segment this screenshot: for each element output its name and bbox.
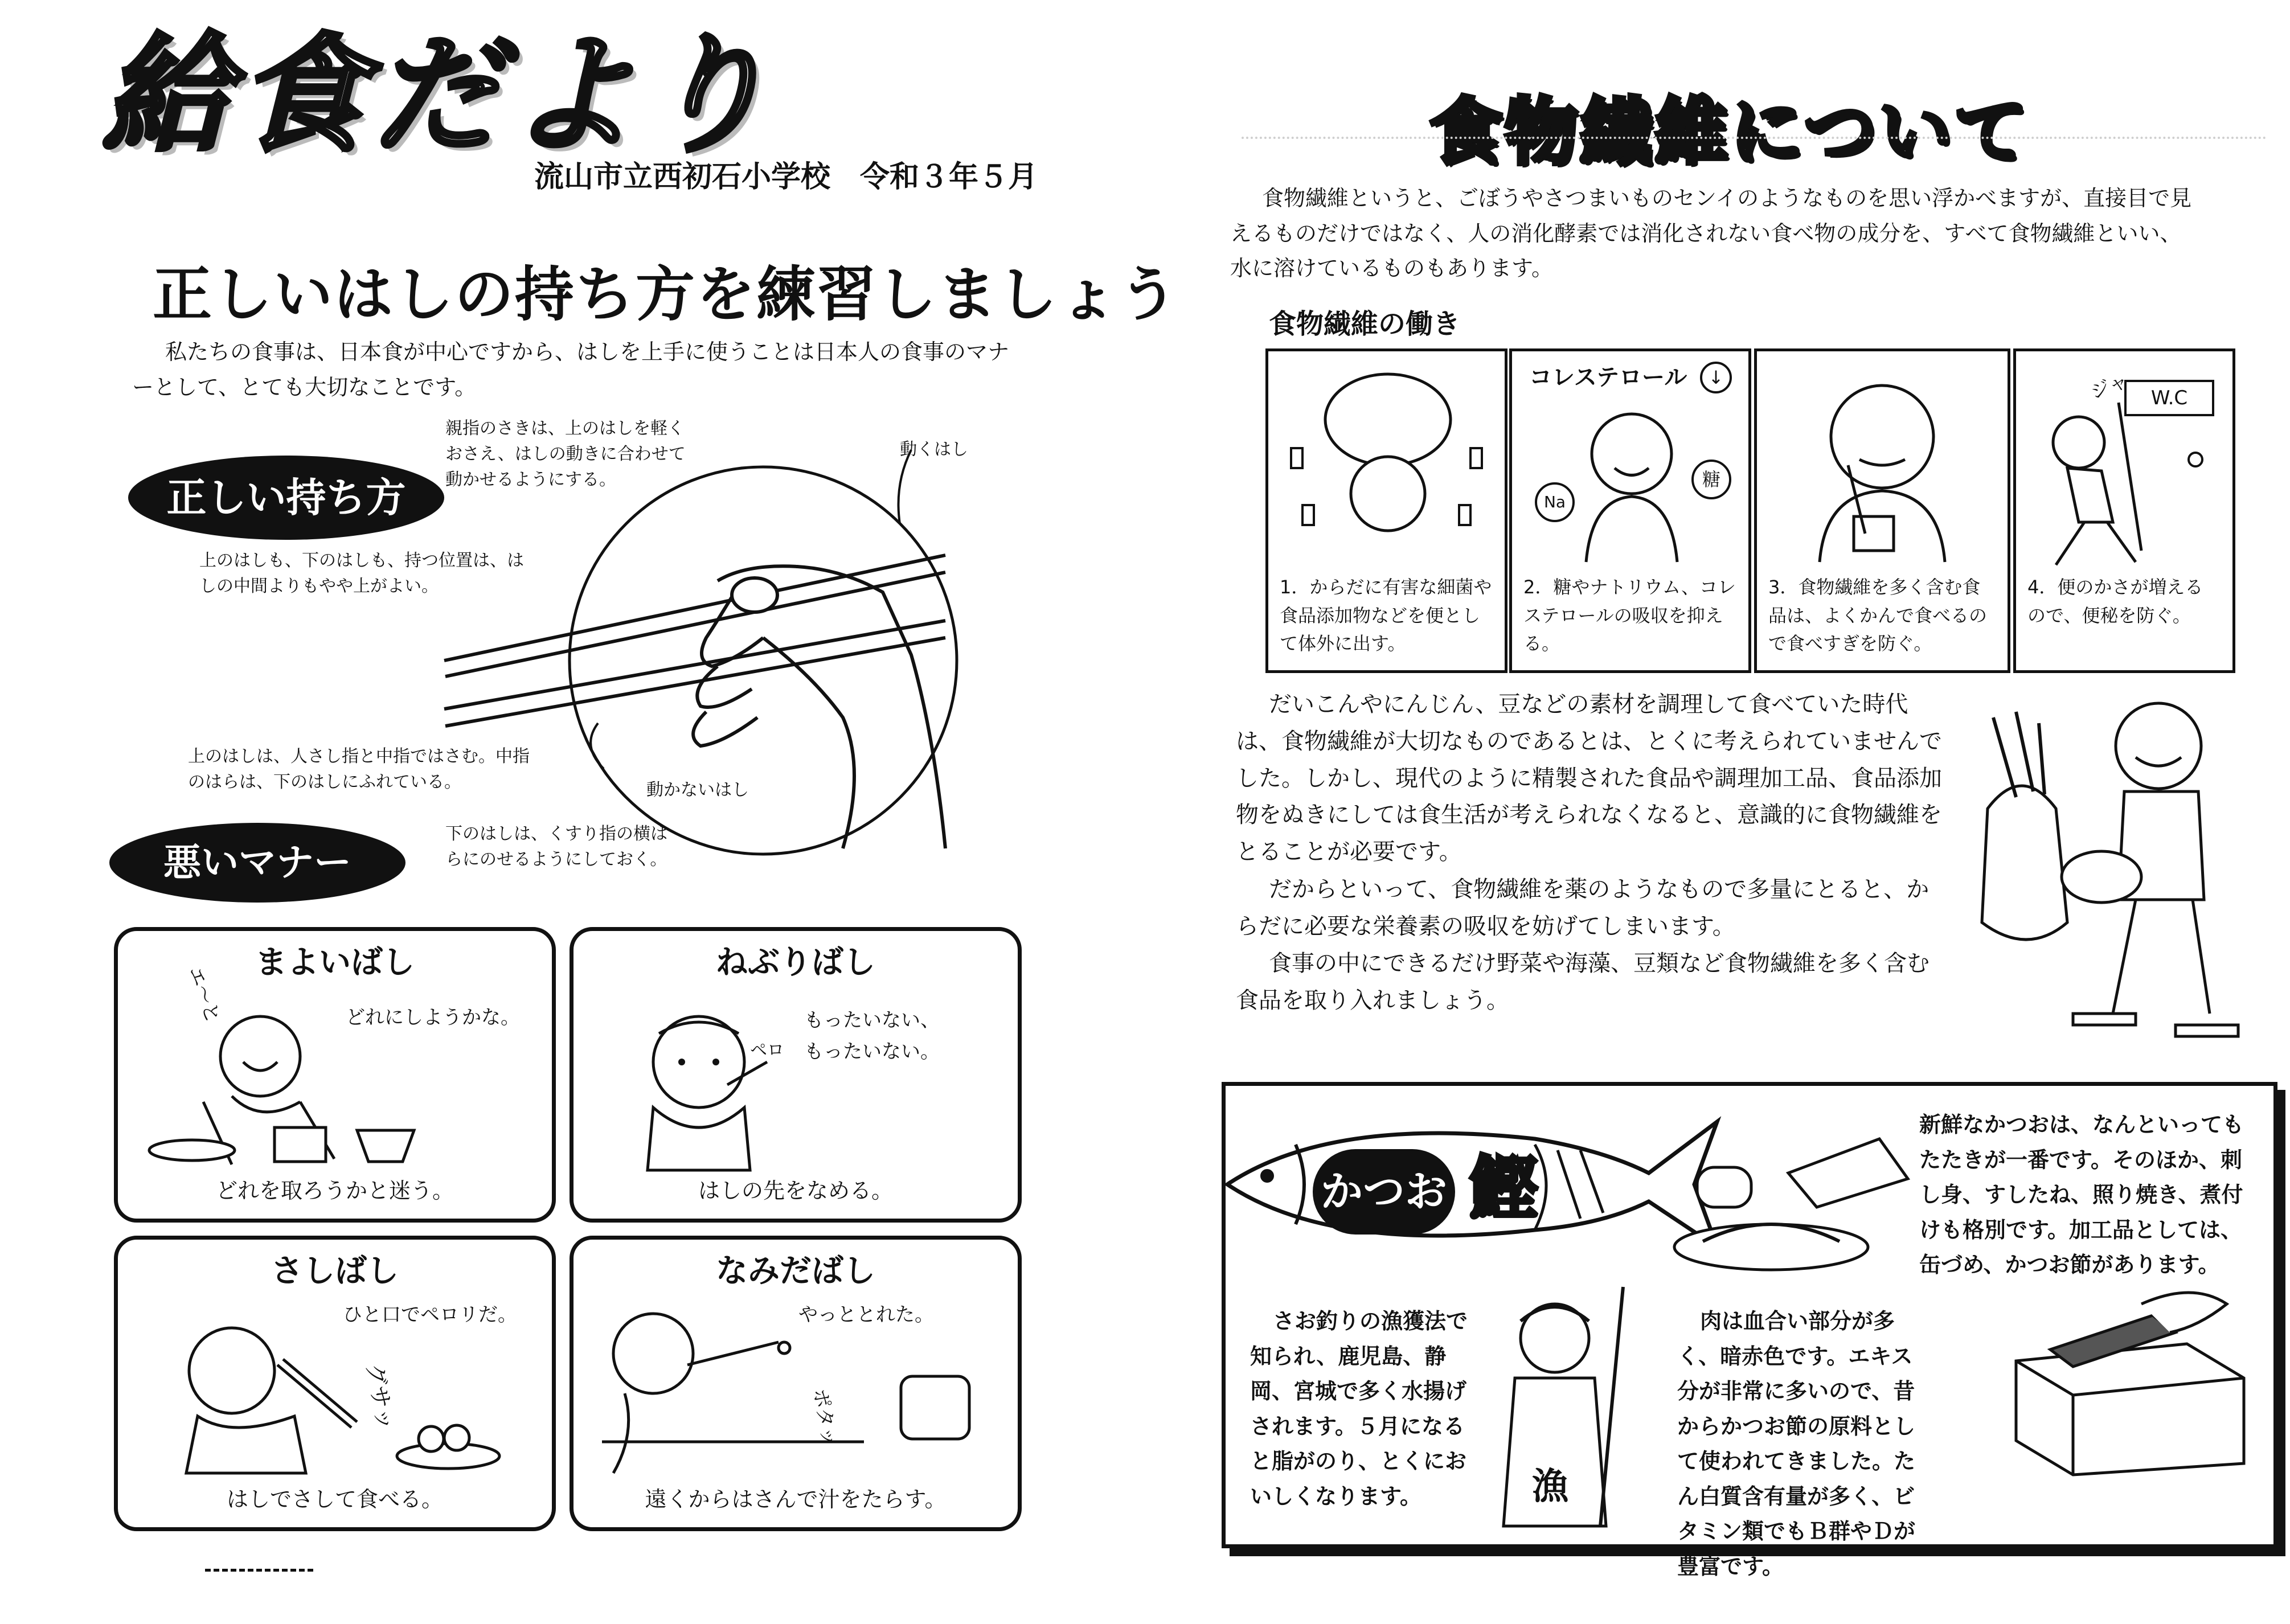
panel-caption: 1．からだに有害な細菌や食品添加物などを便として体外に出す。 [1280,576,1492,655]
note-position: 上のはしも、下のはしも、持つ位置は、はしの中間よりもやや上がよい。 [199,551,524,596]
child-smiling-illustration [1575,403,1689,562]
body-expel-illustration [1280,363,1493,556]
panel-caption: 2．糖やナトリウム、コレステロールの吸収を抑える。 [1523,576,1736,655]
bad-manner-title: なみだばし [716,1253,875,1290]
flush-sfx: ジャ [2087,369,2132,404]
sugar-badge [1691,460,1731,499]
fiber-intro: 食物繊維というと、ごぼうやさつまいものセンイのようなものを思い浮かべますが、直接目で見えるものだけではなく、人の消化酵素では消化されない食べ物の成分を、すべて食物繊維といい、水に溶けているものもあります。 [1230,186,2192,281]
label-fixed-stick: 動かないはし [646,780,749,800]
bad-manner-card [570,927,1022,1223]
bad-manner-card [114,1236,556,1531]
wc-label: W.C [2150,387,2188,409]
fiber-functions-title: 食物繊維の働き [1269,308,1461,340]
bad-manner-caption: はしの先をなめる。 [698,1178,893,1203]
bonito-dishes-illustration [1669,1105,1919,1276]
chopsticks-heading: 正しいはしの持ち方を練習しましょう [153,260,1179,329]
note-thumb: 親指のさきは、上のはしを軽くおさえ、はしの動きに合わせて動かせるようにする。 [445,419,686,490]
bad-manner-title: ねぶりばし [716,944,875,981]
bad-manner-sfx: グサッ [360,1361,399,1433]
katsuo-kanji: 鰹 [1469,1149,1538,1228]
bad-manner-title: さしばし [271,1253,399,1290]
fiber-panel-absorption [1509,348,1751,673]
bad-manner-speech: やっととれた。 [798,1303,934,1326]
sugar-label: 糖 [1702,469,1720,490]
child-dripping-illustration [591,1302,989,1473]
bad-manners-label: 悪いマナー [109,823,405,903]
label-moving-stick: 動くはし [900,440,968,460]
bonito-flakes-box-illustration [2005,1281,2255,1475]
bad-manner-speech: もったいない、もったいない。 [804,1009,940,1064]
note-upper-stick: 上のはしは、人さし指と中指ではさむ。中指のはらは、下のはしにふれている。 [188,747,530,792]
chopsticks-hand-illustration [547,450,1014,848]
katsuo-text-right: 新鮮なかつおは、なんといってもたたきが一番です。そのほか、刺し身、すしたね、照り焼き、煮付けも格別です。加工品としては、缶づめ、かつお節があります。 [1919,1112,2244,1278]
fiber-body-3: 食事の中にできるだけ野菜や海藻、豆類など食物繊維を多く含む食品を取り入れましょう。 [1236,950,1930,1014]
bad-manner-card [570,1236,1022,1531]
bad-manner-caption: 遠くからはさんで汁をたらす。 [645,1487,947,1512]
heading-dotted-rule [1242,137,2267,139]
fiber-body-2: だからといって、食物繊維を薬のようなもので多量にとると、からだに必要な栄養素の吸収を妨げてしまいます。 [1236,876,1930,940]
sodium-badge [1535,482,1575,522]
cholesterol-label: コレステロール [1529,364,1687,391]
fiber-panel-chewing [1754,348,2010,673]
bad-manner-sfx: ペロ [750,1040,784,1060]
panel-caption: 3．食物繊維を多く含む食品は、よくかんで食べるので食べすぎを防ぐ。 [1768,576,1988,655]
bad-manner-sfx: エ〜と [183,963,225,1026]
bad-manner-card [114,927,556,1223]
child-licking-illustration [613,999,784,1170]
katsuo-text-mid: 肉は血合い部分が多く、暗赤色です。エキス分が非常に多いので、昔からかつお節の原料として使われてきました。たん白質含有量が多く、ビタミン類でもＢ群やＤが豊富です。 [1677,1309,1916,1579]
note-lower-stick: 下のはしは、くすり指の横はらにのせるようにしておく。 [445,824,667,870]
bad-manner-caption: はしでさして食べる。 [226,1487,443,1512]
katsuo-text-left: さお釣りの漁獲法で知られ、鹿児島、静岡、宮城で多く水揚げされます。５月になると脂がのり、とくにおいしくなります。 [1250,1309,1468,1509]
child-carrying-vegetables-illustration [1971,695,2244,1048]
panel-caption: 4．便のかさが増えるので、便秘を防ぐ。 [2027,576,2203,626]
newsletter-title: 給食だより [103,21,777,170]
fiber-panel-toxins [1265,348,1507,673]
fiber-panel-constipation [2013,348,2235,673]
child-stabbing-illustration [163,1302,505,1473]
bad-manner-sfx: ポタッ [808,1387,841,1448]
bad-manner-speech: ひと口でペロリだ。 [343,1303,517,1326]
katsuo-title-badge: かつお [1313,1149,1455,1235]
child-chewing-illustration [1791,368,1973,562]
fiber-body-1: だいこんやにんじん、豆などの素材を調理して食べていた時代は、食物繊維が大切なものであるとは、とくに考えられていませんでした。しかし、現代のように精製された食品や調理加工品、食品添加物をぬきにしては食生活が考えられなくなると、意識的に食物繊維をとることが必要です。 [1236,691,1942,866]
correct-holding-label: 正しい持ち方 [128,456,444,540]
sodium-label: Na [1543,493,1566,511]
down-arrow-icon: ↓ [1700,362,1732,393]
bad-manner-title: まよいばし [255,944,415,981]
child-confused-illustration [152,994,471,1164]
school-and-date: 流山市立西初石小学校 令和３年５月 [534,160,1038,194]
child-running-illustration [2033,403,2215,568]
bad-manner-speech: どれにしようかな。 [346,1006,520,1029]
fiber-heading: 食物繊維について [1429,90,2030,175]
chopsticks-intro: 私たちの食事は、日本食が中心ですから、はしを上手に使うことは日本人の食事のマナーとして、とても大切なことです。 [132,339,1010,400]
footer-divider [205,1569,313,1572]
apron-character: 漁 [1532,1466,1568,1508]
bad-manner-caption: どれを取ろうかと迷う。 [215,1178,454,1203]
fisherman-illustration [1492,1287,1652,1526]
